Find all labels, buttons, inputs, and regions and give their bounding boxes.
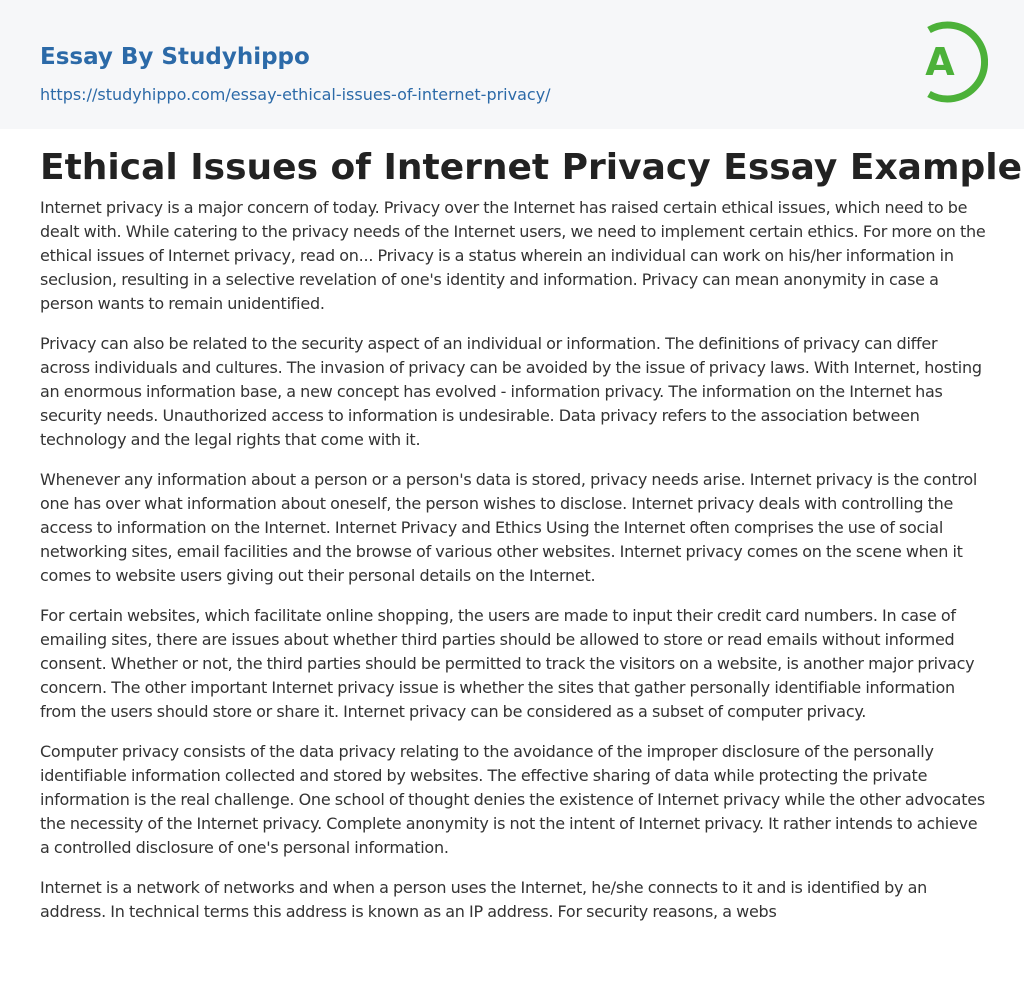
site-header [0, 0, 1024, 129]
paragraph-6: Internet is a network of networks and when a person uses the Internet, he/she connects to it and is identified by an address. In technical terms this address is known as an IP address. For security reasons, a webs [40, 878, 928, 921]
paragraph-3: Whenever any information about a person or a person's data is stored, privacy needs arise. Internet privacy is the control one has over what information about oneself, the person wishes to disclose. Internet privacy deals with controlling the access to information on the Internet. Internet Privacy and Ethics Using the Internet often comprises the use of social networking sites, email facilities and the browse of various other websites. Internet privacy comes on the scene when it comes to website users giving out their personal details on the Internet. [40, 470, 978, 585]
paragraph-4: For certain websites, which facilitate online shopping, the users are made to input their credit card numbers. In case of emailing sites, there are issues about whether third parties should be allowed to store or read emails without informed consent. Whether or not, the third parties should be permitted to track the visitors on a website, is another major privacy concern. The other important Internet privacy issue is whether the sites that gather personally identifiable information from the users should store or share it. Internet privacy can be considered as a subset of computer privacy. [40, 606, 975, 721]
article [40, 142, 1023, 940]
studyhippo-logo-icon[interactable] [910, 18, 988, 106]
paragraph-2: Privacy can also be related to the security aspect of an individual or information. The definitions of privacy can differ across individuals and cultures. The invasion of privacy can be avoided by the issue of privacy laws. With Internet, hosting an enormous information base, a new concept has evolved - information privacy. The information on the Internet has security needs. Unauthorized access to information is undesirable. Data privacy refers to the association between technology and the legal rights that come with it. [40, 334, 982, 449]
article-url[interactable]: https://studyhippo.com/essay-ethical-issues-of-internet-privacy/ [40, 85, 551, 104]
paragraph-1: Internet privacy is a major concern of today. Privacy over the Internet has raised certain ethical issues, which need to be dealt with. While catering to the privacy needs of the Internet users, we need to implement certain ethics. For more on the ethical issues of Internet privacy, read on... Privacy is a status wherein an individual can work on his/her information in seclusion, resulting in a selective revelation of one's identity and information. Privacy can mean anonymity in case a person wants to remain unidentified. [40, 198, 986, 313]
site-brand[interactable]: Essay By Studyhippo [40, 44, 310, 70]
logo-letter: A [925, 40, 955, 84]
paragraph-5: Computer privacy consists of the data privacy relating to the avoidance of the improper disclosure of the personally identifiable information collected and stored by websites. The effective sharing of data while protecting the private information is the real challenge. One school of thought denies the existence of Internet privacy while the other advocates the necessity of the Internet privacy. Complete anonymity is not the intent of Internet privacy. It rather intends to achieve a controlled disclosure of one's personal information. [40, 742, 985, 857]
article-title: Ethical Issues of Internet Privacy Essay Example [40, 147, 1023, 188]
